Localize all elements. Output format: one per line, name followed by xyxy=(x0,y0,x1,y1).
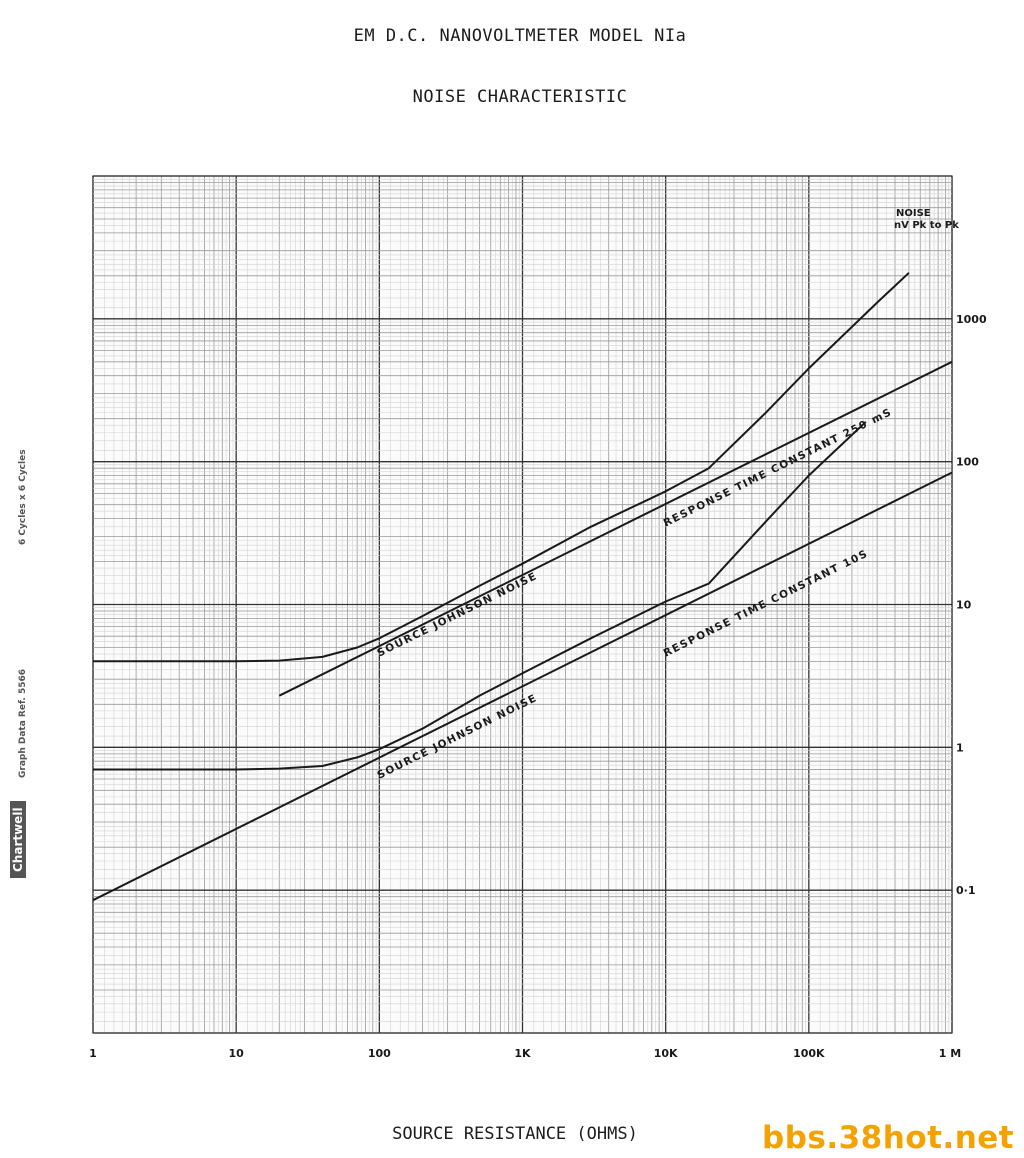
x-tick-label: 1 M xyxy=(938,1047,962,1060)
y-axis-label xyxy=(894,208,1004,232)
annotation-label-2: RESPONSE TIME CONSTANT 250 mS xyxy=(661,406,895,530)
x-tick-label: 100K xyxy=(793,1047,825,1060)
x-axis-label: SOURCE RESISTANCE (OHMS) xyxy=(392,1124,638,1144)
site-watermark: bbs.38hot.net xyxy=(762,1120,1015,1156)
x-tick-label: 100 xyxy=(367,1047,391,1060)
annotation-label-1: SOURCE JOHNSON NOISE xyxy=(375,569,540,660)
y-axis-ticks xyxy=(956,313,987,897)
x-axis-ticks xyxy=(89,1047,961,1060)
chart-title: EM D.C. NANOVOLTMETER MODEL NIa xyxy=(353,26,687,46)
graph-paper-reference-label: Graph Data Ref. 5566 xyxy=(18,669,28,778)
chart-subtitle: NOISE CHARACTERISTIC xyxy=(412,87,628,107)
annotation-label-3: SOURCE JOHNSON NOISE xyxy=(375,691,540,782)
annotation-label-4: RESPONSE TIME CONSTANT 10S xyxy=(661,547,871,660)
y-axis-label-line-2: nV Pk to Pk xyxy=(894,220,959,231)
x-tick-label: 10 xyxy=(228,1047,244,1060)
y-tick-label: 1000 xyxy=(956,312,987,326)
y-axis-label-line-1: NOISE xyxy=(896,208,931,219)
graph-paper-brand-logo: Chartwell xyxy=(10,801,26,878)
graph-paper-cycles-label: 6 Cycles x 6 Cycles xyxy=(18,449,28,545)
x-tick-label: 1K xyxy=(514,1047,531,1060)
x-tick-label: 10K xyxy=(653,1047,678,1060)
log-grid xyxy=(93,176,952,1033)
y-tick-label: 0·1 xyxy=(956,884,976,898)
y-tick-label: 10 xyxy=(956,598,972,612)
y-tick-label: 1 xyxy=(956,741,964,755)
y-tick-label: 100 xyxy=(956,455,979,469)
x-tick-label: 1 xyxy=(89,1047,97,1060)
